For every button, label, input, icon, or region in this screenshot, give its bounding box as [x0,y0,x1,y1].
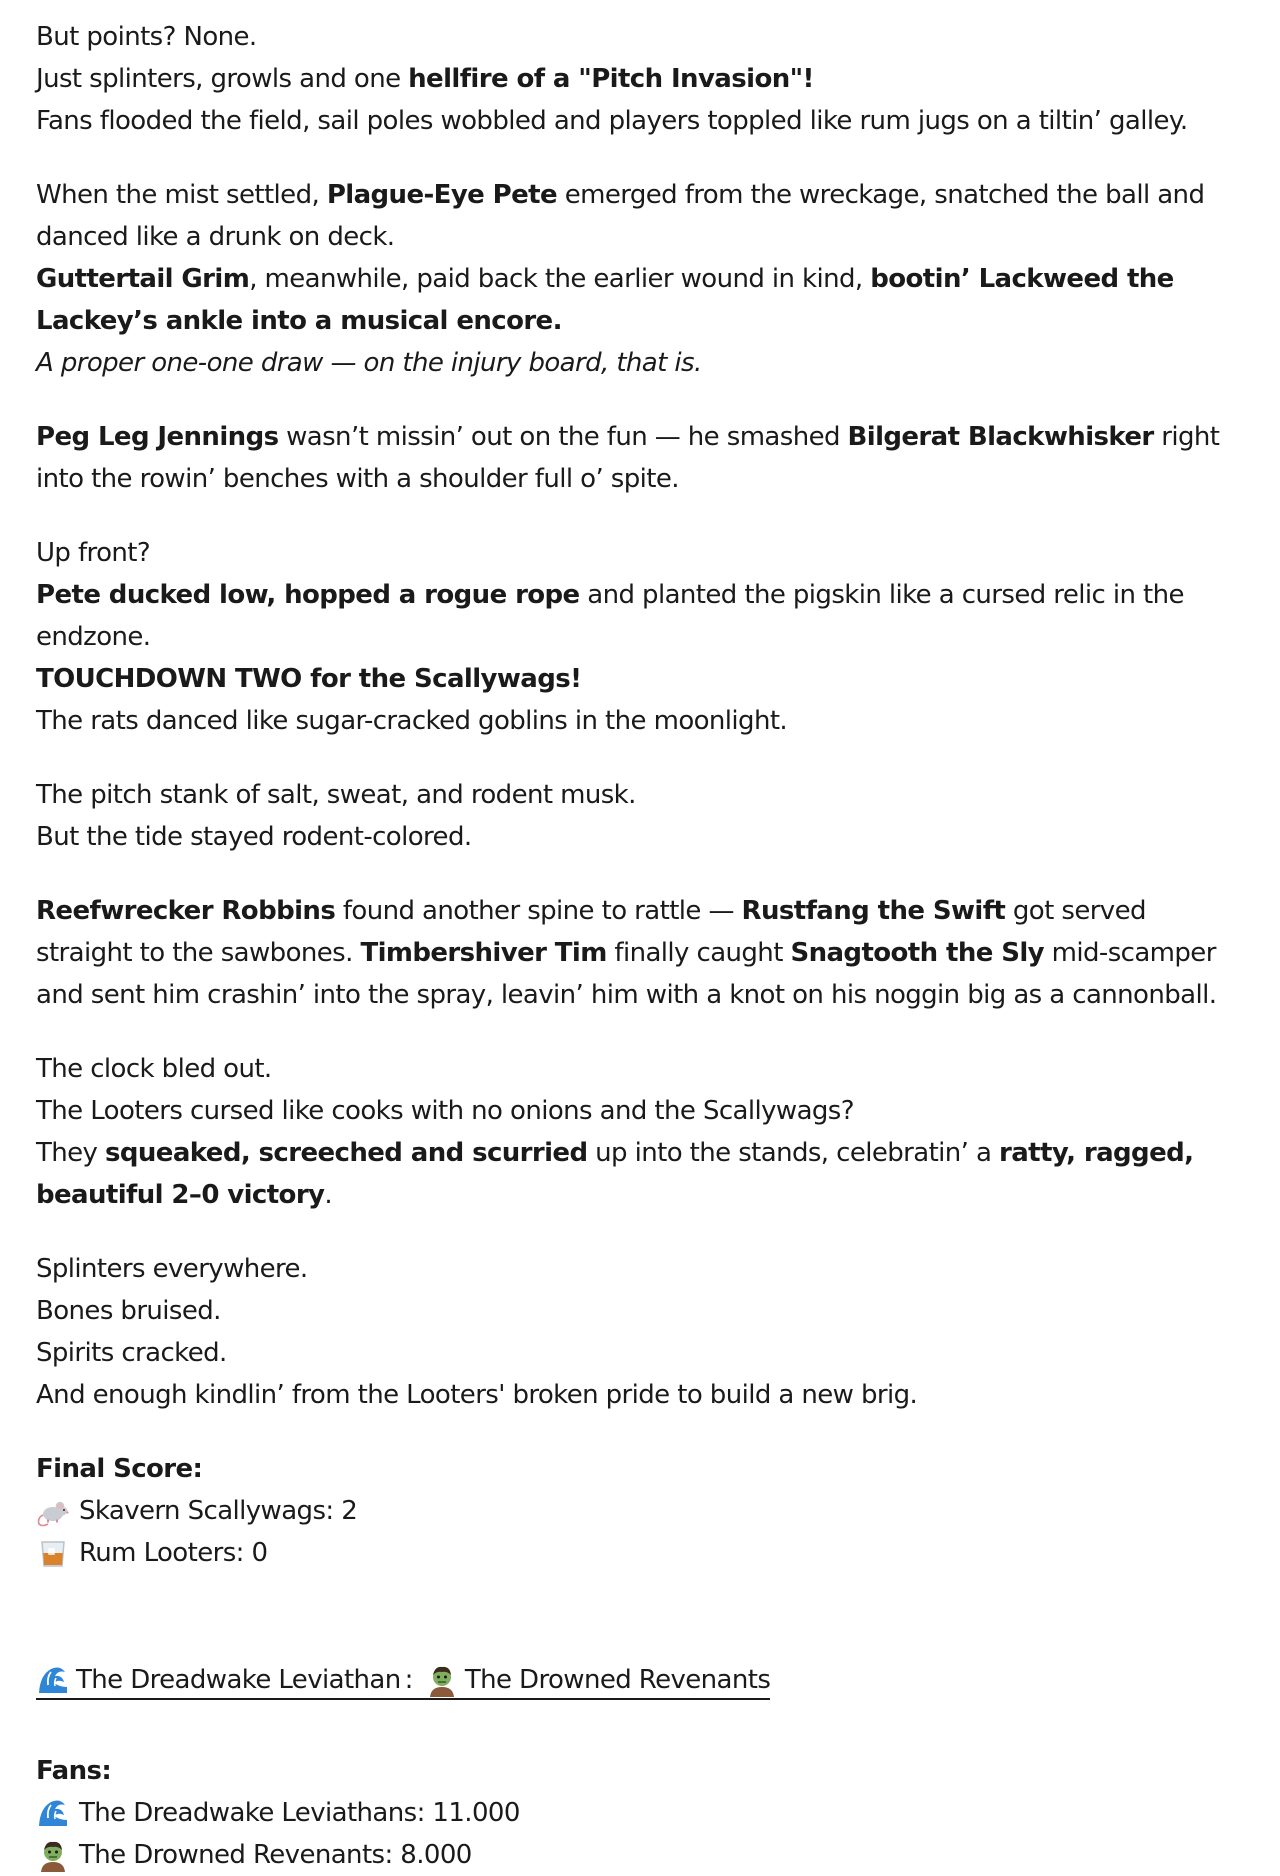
bold-text: Reefwrecker Robbins [36,896,336,926]
italic-text: A proper one-one draw — on the injury board, that is. [36,348,702,378]
text-run: Splinters everywhere. [36,1254,308,1284]
bold-text: squeaked, screeched and scurried [105,1138,588,1168]
final-score-heading: Final Score: [36,1454,203,1484]
story-line [36,342,1244,384]
final-score-row [36,1490,1244,1532]
bold-text: Timbershiver Tim [360,938,607,968]
text-run: , meanwhile, paid back the earlier wound in kind, [249,264,871,294]
score-line-scallywags: Skavern Scallywags: 2 [79,1496,358,1526]
story-line [36,574,1244,658]
text-run: When the mist settled, [36,180,327,210]
story-line [36,1290,1244,1332]
fans-line-leviathans: The Dreadwake Leviathans: 11.000 [79,1798,520,1828]
story-line [36,532,1244,574]
text-run: And enough kindlin’ from the Looters' broken pride to build a new brig. [36,1380,918,1410]
text-run: and planted the pigskin like a cursed relic in the endzone. [36,580,1184,652]
text-run: . [324,1180,333,1210]
text-run: The rats danced like sugar-cracked goblins in the moonlight. [36,706,788,736]
bold-text: hellfire of a "Pitch Invasion"! [408,64,814,94]
bold-text: Bilgerat Blackwhisker [847,422,1154,452]
story-paragraph [36,774,1244,858]
bold-text: Pete ducked low, hopped a rogue rope [36,580,580,610]
story-line [36,1090,1244,1132]
story-line [36,258,1244,342]
story-line [36,1374,1244,1416]
story-line [36,890,1244,1016]
fans-line-revenants: The Drowned Revenants: 8.000 [79,1840,472,1870]
story-paragraph [36,1048,1244,1216]
story-paragraph [36,1248,1244,1416]
text-run: The Looters cursed like cooks with no onions and the Scallywags? [36,1096,854,1126]
text-run: But the tide stayed rodent-colored. [36,822,472,852]
text-run: They [36,1138,106,1168]
story-paragraph [36,890,1244,1016]
story-line [36,174,1244,258]
rat-icon [36,1494,70,1528]
text-run: mid-scamper and sent him crashin’ into the spray, leavin’ him with a knot on his noggin big as a cannonball. [36,938,1217,1010]
text-run: got served straight to the sawbones. [36,896,1146,968]
matchup-separator: : [404,1665,413,1695]
bold-text: Snagtooth the Sly [790,938,1044,968]
story-line [36,16,1244,58]
text-run: up into the stands, celebratin’ a [587,1138,999,1168]
bold-text: Peg Leg Jennings [36,422,279,452]
story-paragraph [36,174,1244,384]
story-line [36,816,1244,858]
tumbler-glass-icon [36,1536,70,1570]
bold-text: TOUCHDOWN TWO for the Scallywags! [36,664,582,694]
story-paragraph [36,416,1244,500]
zombie-icon [425,1663,459,1697]
fans-heading: Fans: [36,1756,112,1786]
text-run: The clock bled out. [36,1054,272,1084]
bold-text: Plague-Eye Pete [326,180,558,210]
text-run: But points? None. [36,22,257,52]
story-paragraph [36,532,1244,742]
text-run: Bones bruised. [36,1296,221,1326]
text-run: Fans flooded the field, sail poles wobbled and players toppled like rum jugs on a tiltin’ galley. [36,106,1188,136]
text-run: wasn’t missin’ out on the fun — he smashed [278,422,848,452]
final-score-row [36,1532,1244,1574]
story-line [36,658,1244,700]
story-line [36,100,1244,142]
bold-text: Guttertail Grim [36,264,250,294]
story-line [36,58,1244,100]
story-line [36,1332,1244,1374]
text-run: right into the rowin’ benches with a shoulder full o’ spite. [36,422,1220,494]
bold-text: bootin’ Lackweed the Lackey’s ankle into a musical encore. [36,264,1174,336]
water-wave-icon [36,1663,70,1697]
bold-text: Rustfang the Swift [741,896,1006,926]
score-line-looters: Rum Looters: 0 [79,1538,268,1568]
text-run: Just splinters, growls and one [36,64,409,94]
text-run: emerged from the wreckage, snatched the ball and danced like a drunk on deck. [36,180,1205,252]
story-line [36,416,1244,500]
matchup-home-team: The Dreadwake Leviathan [76,1665,401,1695]
story-line [36,774,1244,816]
final-score-section [36,1448,1244,1574]
text-run: found another spine to rattle — [335,896,742,926]
story-line [36,1048,1244,1090]
story-line [36,1132,1244,1216]
story-line [36,1248,1244,1290]
matchup-away-team: The Drowned Revenants [464,1665,771,1695]
bold-text: ratty, ragged, beautiful 2–0 victory [36,1138,1194,1210]
text-run: The pitch stank of salt, sweat, and rodent musk. [36,780,636,810]
text-run: Spirits cracked. [36,1338,227,1368]
matchup-link[interactable] [36,1662,770,1700]
fans-row [36,1834,1244,1876]
story-paragraph [36,16,1244,142]
fans-row [36,1792,1244,1834]
text-run: Up front? [36,538,151,568]
match-report-story [36,16,1244,1416]
story-line [36,700,1244,742]
water-wave-icon [36,1796,70,1830]
fans-section [36,1750,1244,1876]
zombie-icon [36,1838,70,1872]
text-run: finally caught [606,938,791,968]
